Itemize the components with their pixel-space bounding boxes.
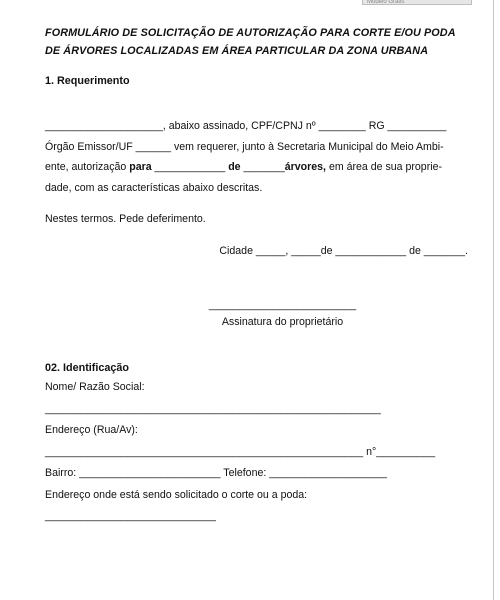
- section-identificacao-heading: 02. Identificação: [45, 362, 130, 374]
- requerimento-paragraph: [45, 116, 470, 198]
- line3-bold-de: de: [228, 161, 241, 173]
- paragraph-line-4: dade, com as características abaixo descritas.: [45, 181, 263, 194]
- line3-part-a: ente, autorização: [45, 161, 130, 173]
- line3-part-g: em área de sua proprie-: [326, 161, 443, 173]
- title-line-2: DE ÁRVORES LOCALIZADAS EM ÁREA PARTICULAR DA ZONA URBANA: [45, 45, 429, 57]
- name-label: Nome/ Razão Social:: [45, 381, 145, 393]
- section-requerimento-heading: 1. Requerimento: [45, 75, 130, 87]
- signature-label: Assinatura do proprietário: [221, 316, 344, 328]
- location-label: Endereço onde está sendo solicitado o corte ou a poda:: [45, 488, 308, 501]
- paragraph-line-1: ____________________, abaixo assinado, CPF/CPNJ nº ________ RG __________: [45, 120, 447, 132]
- name-blank: _________________________________________________________: [45, 402, 381, 415]
- address-blank: ______________________________________________________ n°__________: [45, 445, 436, 458]
- line3-bold-para: para: [129, 161, 152, 173]
- document-page: [45, 24, 470, 527]
- location-blank: _____________________________: [45, 510, 216, 522]
- line3-part-c: ____________: [151, 161, 229, 173]
- neighborhood-phone-line: Bairro: ________________________ Telefone: ____________________: [45, 467, 388, 479]
- signature-line: _________________________: [208, 299, 357, 311]
- line3-bold-arvores: árvores,: [284, 161, 326, 173]
- address-label: Endereço (Rua/Av):: [45, 424, 138, 436]
- title-line-1: FORMULÁRIO DE SOLICITAÇÃO DE AUTORIZAÇÃO PARA CORTE E/OU PODA: [45, 27, 456, 39]
- corner-tab: Modelo Grátis: [362, 0, 472, 5]
- paragraph-line-2: Órgão Emissor/UF ______ vem requerer, junto à Secretaria Municipal do Meio Ambi-: [45, 140, 444, 153]
- line3-part-e: _______: [240, 161, 285, 173]
- signature-block: [45, 297, 470, 331]
- date-line: Cidade _____, _____de ____________ de _______.: [219, 245, 468, 257]
- request-text: Nestes termos. Pede deferimento.: [45, 213, 206, 225]
- paragraph-line-3: [45, 157, 470, 178]
- form-title: [45, 24, 470, 60]
